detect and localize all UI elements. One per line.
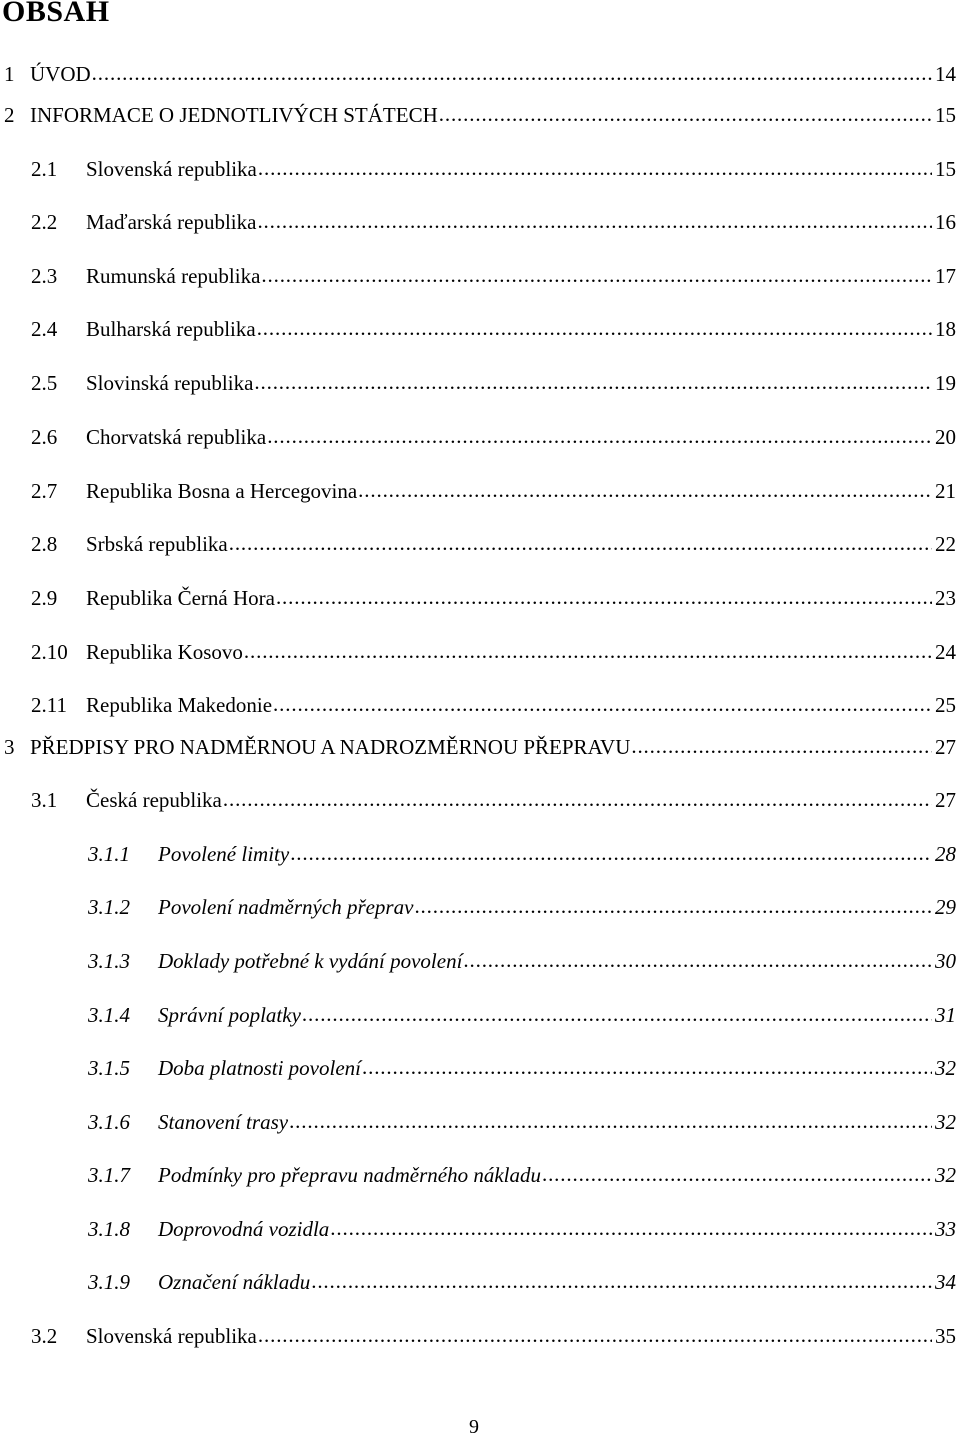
- toc-dot-leader: [463, 946, 932, 974]
- toc-entry-2-11[interactable]: [31, 691, 956, 719]
- toc-title: Doklady potřebné k vydání povolení: [158, 949, 463, 973]
- toc-page: 33: [935, 1217, 956, 1241]
- toc-page: 34: [935, 1270, 956, 1294]
- toc-title: Srbská republika: [86, 532, 228, 556]
- toc-page: 27: [935, 735, 956, 759]
- toc-page: 31: [935, 1003, 956, 1027]
- toc-number: 2.6: [31, 425, 58, 449]
- toc-number: 3.1.9: [88, 1270, 130, 1294]
- toc-number: 3.1.2: [88, 895, 130, 919]
- toc-page: 23: [935, 586, 956, 610]
- toc-page: 22: [935, 532, 956, 556]
- toc-title: Rumunská republika: [86, 264, 261, 288]
- toc-dot-leader: [267, 422, 932, 450]
- toc-title: Označení nákladu: [158, 1270, 311, 1294]
- toc-title: Republika Bosna a Hercegovina: [86, 479, 358, 503]
- toc-title: Povolené limity: [158, 842, 290, 866]
- toc-entry-3-1-1[interactable]: [88, 840, 956, 868]
- toc-entry-3-1-7[interactable]: [88, 1161, 956, 1189]
- toc-dot-leader: [258, 154, 932, 182]
- toc-page: 29: [935, 895, 956, 919]
- toc-title: Chorvatská republika: [86, 425, 267, 449]
- toc-entry-2-1[interactable]: [31, 155, 956, 183]
- toc-number: 2.3: [31, 264, 58, 288]
- toc-number: 2: [4, 103, 15, 127]
- toc-number: 3.2: [31, 1324, 58, 1348]
- toc-entry-3-1-5[interactable]: [88, 1054, 956, 1082]
- toc-entry-2-10[interactable]: [31, 638, 956, 666]
- toc-page: 32: [935, 1056, 956, 1080]
- toc-dot-leader: [92, 59, 932, 87]
- toc-entry-2-4[interactable]: [31, 315, 956, 343]
- toc-dot-leader: [257, 207, 932, 235]
- toc-dot-leader: [414, 892, 932, 920]
- toc-entry-3-1-3[interactable]: [88, 947, 956, 975]
- toc-title: Republika Makedonie: [86, 693, 273, 717]
- toc-entry-3-1-8[interactable]: [88, 1215, 956, 1243]
- toc-title: Správní poplatky: [158, 1003, 301, 1027]
- toc-dot-leader: [358, 476, 932, 504]
- toc-dot-leader: [330, 1214, 932, 1242]
- toc-title: Podmínky pro přepravu nadměrného nákladu: [158, 1163, 541, 1187]
- toc-page: 32: [935, 1163, 956, 1187]
- toc-page: 18: [935, 317, 956, 341]
- toc-number: 3.1.8: [88, 1217, 130, 1241]
- page-title: OBSAH: [2, 0, 110, 28]
- toc-dot-leader: [362, 1053, 932, 1081]
- toc-dot-leader: [290, 839, 932, 867]
- toc-entry-3-1[interactable]: [31, 786, 956, 814]
- toc-number: 3.1.7: [88, 1163, 130, 1187]
- toc-page: 16: [935, 210, 956, 234]
- toc-number: 2.1: [31, 157, 58, 181]
- page-number: 9: [469, 1416, 479, 1438]
- toc-entry-2[interactable]: [4, 101, 956, 129]
- toc-dot-leader: [439, 100, 932, 128]
- toc-page: 20: [935, 425, 956, 449]
- toc-page: 32: [935, 1110, 956, 1134]
- toc-dot-leader: [289, 1107, 932, 1135]
- toc-number: 3.1.6: [88, 1110, 130, 1134]
- toc-title: Povolení nadměrných přeprav: [158, 895, 414, 919]
- toc-number: 3.1.4: [88, 1003, 130, 1027]
- toc-entry-2-6[interactable]: [31, 423, 956, 451]
- toc-dot-leader: [276, 583, 932, 611]
- toc-entry-3-1-2[interactable]: [88, 893, 956, 921]
- toc-page: 30: [935, 949, 956, 973]
- toc-entry-3-1-4[interactable]: [88, 1001, 956, 1029]
- toc-title: Republika Kosovo: [86, 640, 243, 664]
- toc-dot-leader: [302, 1000, 932, 1028]
- toc-title: Slovinská republika: [86, 371, 254, 395]
- toc-dot-leader: [261, 261, 932, 289]
- toc-page: 28: [935, 842, 956, 866]
- toc-number: 1: [4, 62, 15, 86]
- toc-dot-leader: [273, 690, 932, 718]
- toc-entry-3-1-9[interactable]: [88, 1268, 956, 1296]
- toc-dot-leader: [631, 732, 932, 760]
- toc-page: 35: [935, 1324, 956, 1348]
- toc-number: 2.8: [31, 532, 58, 556]
- toc-title: Slovenská republika: [86, 1324, 257, 1348]
- toc-page: 21: [935, 479, 956, 503]
- toc-number: 2.11: [31, 693, 67, 717]
- toc-number: 3.1.5: [88, 1056, 130, 1080]
- toc-title: Maďarská republika: [86, 210, 257, 234]
- toc-title: Doba platnosti povolení: [158, 1056, 361, 1080]
- toc-title: Bulharská republika: [86, 317, 256, 341]
- toc-number: 3.1: [31, 788, 58, 812]
- toc-page: 14: [935, 62, 956, 86]
- toc-number: 2.4: [31, 317, 58, 341]
- toc-page: 17: [935, 264, 956, 288]
- toc-page: 15: [935, 103, 956, 127]
- toc-dot-leader: [257, 314, 932, 342]
- toc-title: Česká republika: [86, 788, 222, 812]
- toc-title: INFORMACE O JEDNOTLIVÝCH STÁTECH: [30, 103, 438, 127]
- toc-number: 3.1.3: [88, 949, 130, 973]
- toc-number: 3.1.1: [88, 842, 130, 866]
- toc-dot-leader: [311, 1267, 932, 1295]
- toc-page: 24: [935, 640, 956, 664]
- toc-entry-2-3[interactable]: [31, 262, 956, 290]
- toc-dot-leader: [229, 529, 932, 557]
- toc-entry-1[interactable]: [4, 60, 956, 88]
- toc-dot-leader: [254, 368, 932, 396]
- toc-title: Republika Černá Hora: [86, 586, 275, 610]
- toc-number: 2.9: [31, 586, 58, 610]
- toc-dot-leader: [244, 637, 932, 665]
- toc-entry-3-2[interactable]: [31, 1322, 956, 1350]
- toc-page: 15: [935, 157, 956, 181]
- toc-entry-2-2[interactable]: [31, 208, 956, 236]
- toc-dot-leader: [223, 785, 932, 813]
- toc-dot-leader: [542, 1160, 932, 1188]
- toc-number: 3: [4, 735, 15, 759]
- toc-number: 2.5: [31, 371, 58, 395]
- toc-entry-2-7[interactable]: [31, 477, 956, 505]
- toc-title: Doprovodná vozidla: [158, 1217, 330, 1241]
- toc-title: ÚVOD: [30, 62, 91, 86]
- toc-number: 2.2: [31, 210, 58, 234]
- toc-entry-2-8[interactable]: [31, 530, 956, 558]
- toc-dot-leader: [258, 1321, 932, 1349]
- toc-number: 2.7: [31, 479, 58, 503]
- toc-entry-2-5[interactable]: [31, 369, 956, 397]
- toc-entry-3-1-6[interactable]: [88, 1108, 956, 1136]
- toc-entry-3[interactable]: [4, 733, 956, 761]
- toc-page: 19: [935, 371, 956, 395]
- toc-number: 2.10: [31, 640, 68, 664]
- toc-title: Stanovení trasy: [158, 1110, 289, 1134]
- toc-page: 27: [935, 788, 956, 812]
- toc-title: Slovenská republika: [86, 157, 257, 181]
- toc-entry-2-9[interactable]: [31, 584, 956, 612]
- toc-page: 25: [935, 693, 956, 717]
- toc-title: PŘEDPISY PRO NADMĚRNOU A NADROZMĚRNOU PŘEPRAVU: [30, 735, 631, 759]
